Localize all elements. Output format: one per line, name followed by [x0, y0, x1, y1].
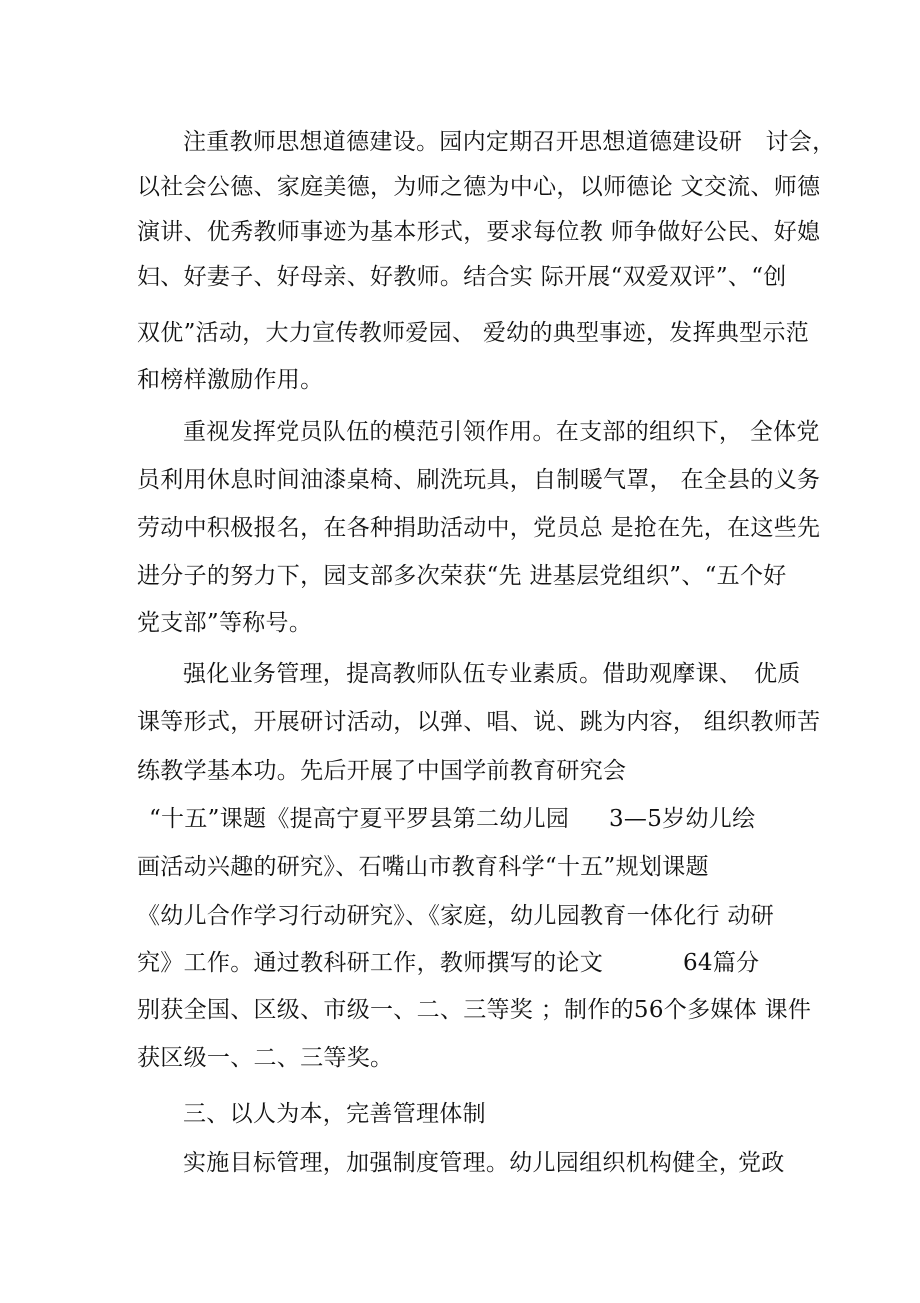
text-line: 画活动兴趣的研究》、石嘴山市教育科学“十五”规划课题 [137, 854, 709, 880]
text-line [183, 1148, 920, 1182]
text-line: 注重教师思想道德建设。园内定期召开思想道德建设研 讨会， [183, 129, 836, 155]
text-line: 和榜样激励作用。 [137, 367, 324, 393]
text-segment: 实施目标管理，加强制度管理。幼儿园组织机构健全， [183, 1150, 743, 1176]
text-line: 《幼儿合作学习行动研究》、《家庭，幼儿园教育一体化行 动研 [137, 903, 775, 929]
text-line: 员利用休息时间油漆桌椅、刷洗玩具，自制暖气罩， 在全县的义务 [137, 467, 821, 493]
text-segment: 3—5岁幼儿绘 [609, 806, 756, 832]
text-line: 课等形式，开展研讨活动，以弹、唱、说、跳为内容， 组织教师苦 [137, 709, 821, 735]
text-line: 妇、好妻子、好母亲、好教师。结合实 际开展“双爱双评”、“创 [137, 264, 787, 290]
text-line: 进分子的努力下，园支部多次荣获“先 进基层党组织”、“五个好 [137, 563, 787, 589]
text-segment: 究》工作。通过教科研工作，教师撰写的论文 [137, 950, 603, 976]
text-line [137, 804, 917, 838]
text-line: 演讲、优秀教师事迹为基本形式，要求每位教 师争做好公民、好媳 [137, 219, 821, 245]
text-line: 劳动中积极报名，在各种捐助活动中，党员总 是抢在先，在这些先 [137, 515, 821, 541]
section-heading: 三、以人为本，完善管理体制 [183, 1101, 486, 1127]
text-line: 党支部”等称号。 [137, 610, 313, 636]
text-segment: “十五”课题《提高宁夏平罗县第二幼儿园 [149, 806, 570, 832]
text-line: 别获全国、区级、市级一、二、三等奖 ；制作的56个多媒体 课件 [137, 997, 812, 1023]
text-line: 重视发挥党员队伍的模范引领作用。在支部的组织下， 全体党 [183, 419, 820, 445]
text-segment: 党政 [738, 1150, 785, 1176]
text-line: 练教学基本功。先后开展了中国学前教育研究会 [137, 758, 627, 784]
text-segment: 64篇分 [683, 950, 760, 976]
text-line: 获区级一、二、三等奖。 [137, 1045, 394, 1071]
text-line: 双优”活动，大力宣传教师爱园、 爱幼的典型事迹，发挥典型示范 [137, 320, 810, 346]
text-line: 强化业务管理，提高教师队伍专业素质。借助观摩课、 优质 [183, 661, 801, 687]
text-line: 以社会公德、家庭美德，为师之德为中心，以师德论 文交流、师德 [137, 174, 821, 200]
text-line [137, 948, 917, 982]
